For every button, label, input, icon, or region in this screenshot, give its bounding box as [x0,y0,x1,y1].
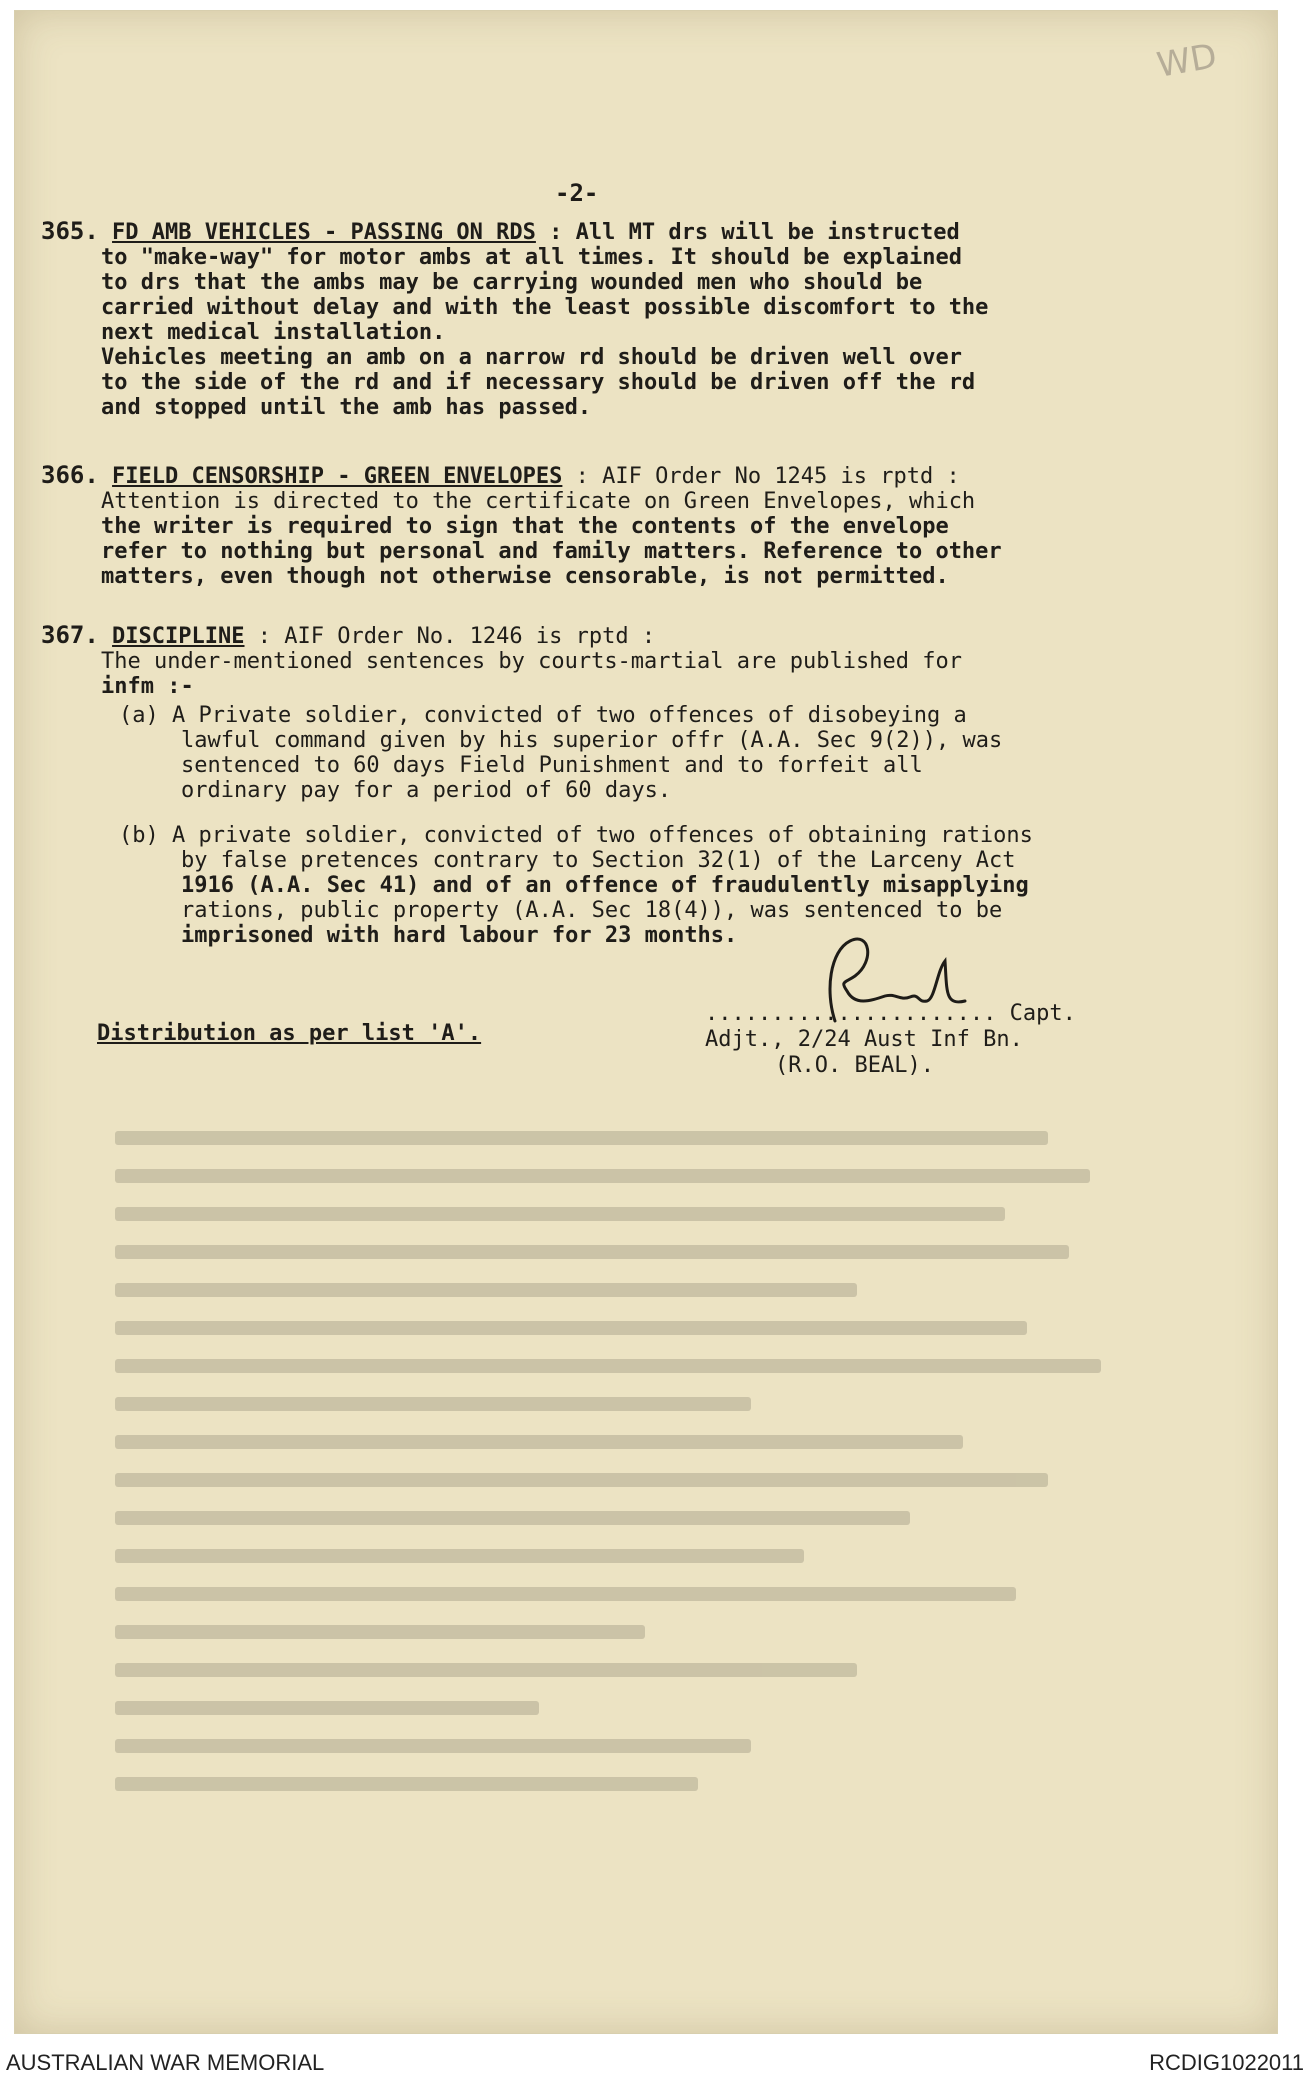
bleed-through-text [115,1131,1175,1931]
text-line: infm :- [101,674,194,699]
text-line: by false pretences contrary to Section 32(1) of the Larceny Act [181,848,1016,873]
text-line: lawful command given by his superior offr (A.A. Sec 9(2)), was [181,728,1003,753]
paragraph-366 [41,463,1002,589]
archive-name: AUSTRALIAN WAR MEMORIAL [6,2050,325,2075]
paragraph-number: 365. [41,217,99,245]
signatory-name: (R.O. BEAL). [775,1053,934,1078]
text-line: next medical installation. [101,320,446,345]
footer-bar [0,2042,1316,2082]
text-line: and stopped until the amb has passed. [101,395,592,420]
text-line: rations, public property (A.A. Sec 18(4)), was sentenced to be [181,898,1003,923]
text-line: : All MT drs will be instructed [535,220,960,245]
paragraph-heading: FD AMB VEHICLES - PASSING ON RDS [112,220,536,245]
text-line: the writer is required to sign that the contents of the envelope [101,514,949,539]
text-line: to "make-way" for motor ambs at all times. It should be explained [101,245,962,270]
text-line: The under-mentioned sentences by courts-martial are published for [101,649,962,674]
text-line: carried without delay and with the least possible discomfort to the [101,295,989,320]
text-line: 1916 (A.A. Sec 41) and of an offence of fraudulently misapplying [181,873,1029,898]
signature-block [705,1001,1076,1079]
text-line: Vehicles meeting an amb on a narrow rd should be driven well over [101,345,962,370]
paragraph-number: 367. [41,621,99,649]
sentence-b [119,823,1033,948]
text-line: ordinary pay for a period of 60 days. [181,778,672,803]
signature-line: ...................... Capt. [705,1001,1076,1026]
text-line: Attention is directed to the certificate on Green Envelopes, which [101,489,976,514]
signatory-title: Adjt., 2/24 Aust Inf Bn. [705,1027,1023,1052]
paragraph-365 [41,219,988,420]
sentence-a [119,703,1002,803]
text-line: refer to nothing but personal and family matters. Reference to other [101,539,1002,564]
pencil-mark: WD [1154,36,1221,86]
record-id: RCDIG1022011 [1149,2050,1304,2075]
page-number: -2- [555,179,599,207]
text-line: (b) A private soldier, convicted of two offences of obtaining rations [119,823,1033,848]
text-line: to drs that the ambs may be carrying wounded men who should be [101,270,923,295]
text-line: sentenced to 60 days Field Punishment and to forfeit all [181,753,923,778]
text-line: imprisoned with hard labour for 23 months. [181,923,738,948]
paragraph-heading: FIELD CENSORSHIP - GREEN ENVELOPES [112,464,563,489]
paragraph-heading: DISCIPLINE [112,624,245,649]
text-line: : AIF Order No 1245 is rptd : [562,464,960,489]
text-line: (a) A Private soldier, convicted of two offences of disobeying a [119,703,967,728]
text-line: matters, even though not otherwise censorable, is not permitted. [101,564,949,589]
text-line: : AIF Order No. 1246 is rptd : [244,624,656,649]
text-line: to the side of the rd and if necessary should be driven off the rd [101,370,976,395]
distribution-line: Distribution as per list 'A'. [97,1021,482,1046]
paragraph-number: 366. [41,461,99,489]
paragraph-367 [41,623,962,699]
document-page [14,10,1278,2034]
